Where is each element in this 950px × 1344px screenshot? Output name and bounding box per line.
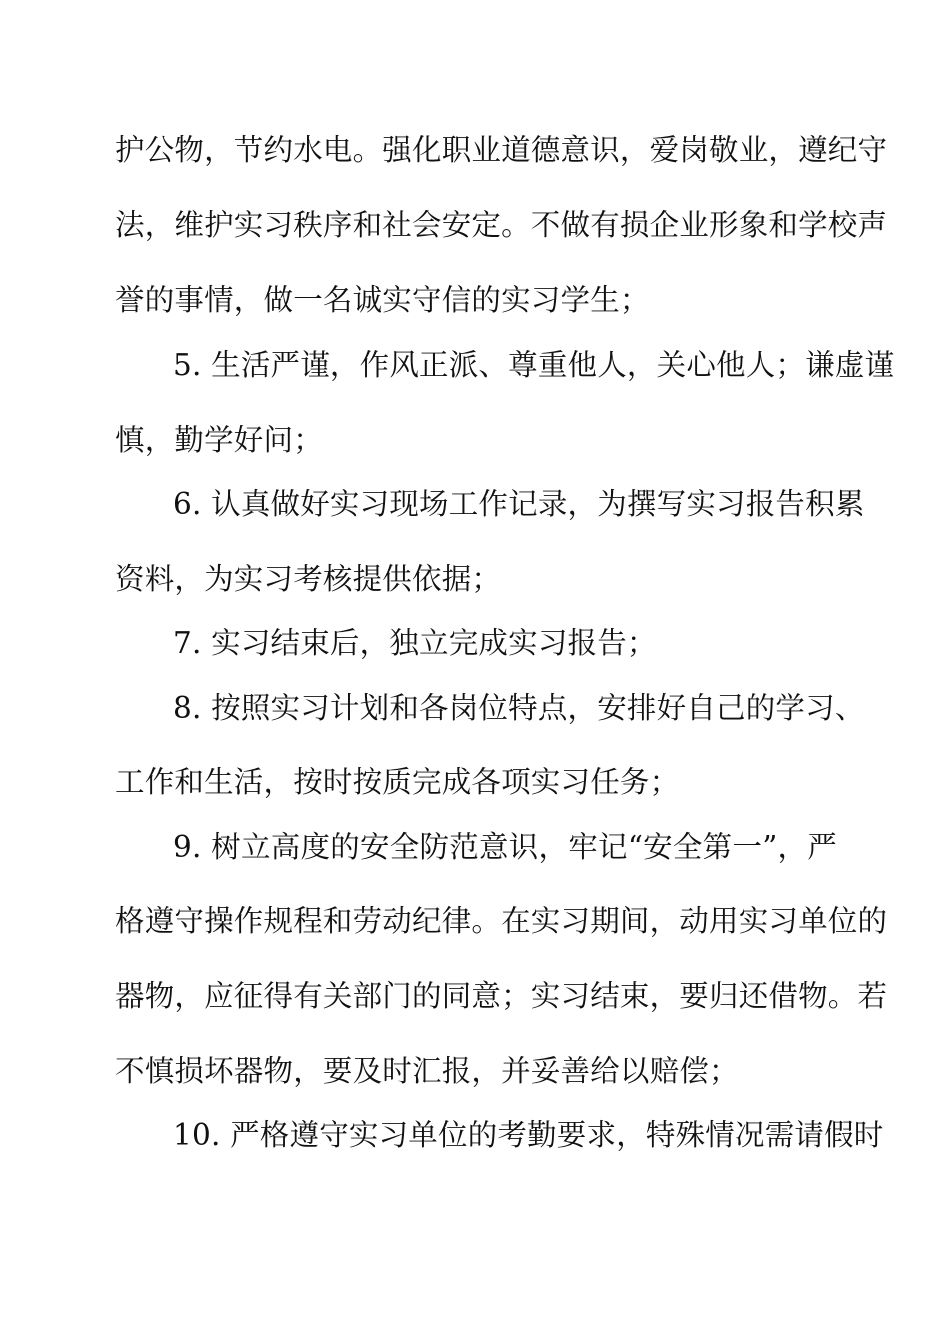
text-line: 资料，为实习考核提供依据； (115, 562, 502, 596)
text-line: 法，维护实习秩序和社会安定。不做有损企业形象和学校声 (115, 208, 888, 242)
text-line: 格遵守操作规程和劳动纪律。在实习期间，动用实习单位的 (115, 904, 888, 938)
list-item-10: 10. 严格遵守实习单位的考勤要求，特殊情况需请假时 (173, 1118, 884, 1152)
text-line: 护公物，节约水电。强化职业道德意识，爱岗敬业，遵纪守 (115, 133, 888, 167)
text-line: 慎，勤学好问； (115, 423, 323, 457)
list-item-5: 5. 生活严谨，作风正派、尊重他人，关心他人；谦虚谨 (173, 348, 895, 382)
list-item-6: 6. 认真做好实习现场工作记录，为撰写实习报告积累 (173, 487, 865, 521)
text-line: 器物，应征得有关部门的同意；实习结束，要归还借物。若 (115, 979, 888, 1013)
list-item-7: 7. 实习结束后，独立完成实习报告； (173, 626, 657, 660)
list-item-8: 8. 按照实习计划和各岗位特点，安排好自己的学习、 (173, 691, 865, 725)
text-line: 誉的事情，做一名诚实守信的实习学生； (115, 283, 650, 317)
text-line: 不慎损坏器物，要及时汇报，并妥善给以赔偿； (115, 1054, 739, 1088)
list-item-9: 9. 树立高度的安全防范意识，牢记“安全第一”，严 (173, 830, 837, 864)
text-line: 工作和生活，按时按质完成各项实习任务； (115, 765, 680, 799)
